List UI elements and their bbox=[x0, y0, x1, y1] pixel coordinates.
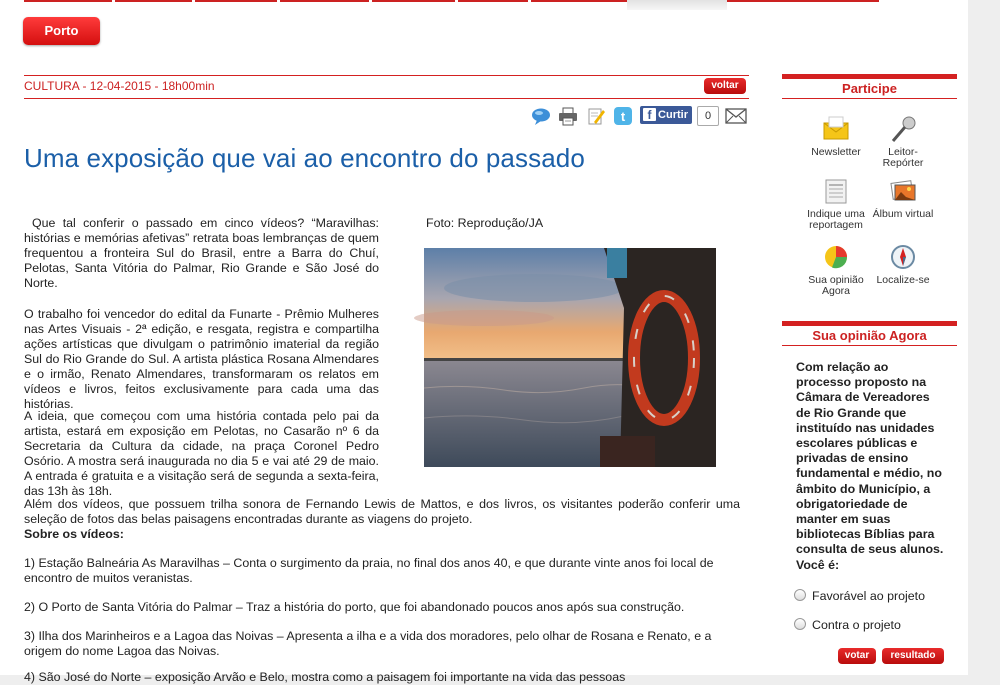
radio-button[interactable] bbox=[794, 589, 806, 601]
sidebar-header-bar bbox=[782, 74, 957, 79]
like-count: 0 bbox=[697, 106, 719, 126]
facebook-icon: f bbox=[643, 108, 656, 121]
photo-caption: Foto: Reprodução/JA bbox=[426, 216, 544, 230]
participe-leitor-reporter[interactable]: Leitor-Repórter bbox=[868, 115, 938, 169]
poll-option-contra[interactable]: Contra o projeto bbox=[794, 618, 901, 632]
video-item: 1) Estação Balneária As Maravilhas – Conta o surgimento da praia, no final dos anos 40, e que durante vinte anos foi local de encontro de muitos veranistas. bbox=[24, 556, 714, 585]
article-paragraph: Além dos vídeos, que possuem trilha sonora de Fernando Lewis de Mattos, e dos livros, os visitantes poderão conferir uma seleção de fotos das belas paisagens encontradas durante as viagens do projeto. bbox=[24, 497, 740, 526]
radio-button[interactable] bbox=[794, 618, 806, 630]
sidebar-divider bbox=[782, 98, 957, 99]
participe-indique[interactable]: Indique uma reportagem bbox=[801, 177, 871, 231]
poll-title: Sua opinião Agora bbox=[812, 328, 927, 343]
result-button[interactable]: resultado bbox=[882, 648, 944, 664]
svg-text:t: t bbox=[620, 109, 626, 124]
video-item: 4) São José do Norte – exposição Arvão e Belo, mostra como a paisagem foi importante na vida das pessoas bbox=[24, 670, 626, 684]
participe-localize[interactable]: Localize-se bbox=[868, 243, 938, 286]
envelope-icon bbox=[822, 115, 850, 143]
article-paragraph: O trabalho foi vencedor do edital da Funarte - Prêmio Mulheres nas Artes Visuais - 2ª edição, e resgata, registra e compartilha ações artísticas que divulgam o patrimônio imaterial da região Sul do Rio Grande do Sul. A artista plástica Rosana Almendares e o irmão, Renato Almendares, transformaram os relatos em vídeos e livros, feitos exclusivamente para cada uma das histórias. bbox=[24, 307, 379, 411]
video-item: 2) O Porto de Santa Vitória do Palmar – Traz a história do porto, que foi abandonado poucos anos após sua construção. bbox=[24, 600, 685, 614]
newspaper-icon bbox=[822, 177, 850, 205]
section-date: CULTURA - 12-04-2015 - 18h00min bbox=[24, 79, 215, 93]
vote-button[interactable]: votar bbox=[838, 648, 876, 664]
top-nav-bar bbox=[24, 0, 879, 2]
twitter-icon[interactable] bbox=[613, 106, 633, 126]
edit-icon[interactable] bbox=[586, 106, 606, 126]
city-button-porto[interactable]: Porto bbox=[23, 17, 100, 45]
nav-divider bbox=[277, 0, 280, 2]
print-icon[interactable] bbox=[558, 106, 578, 126]
nav-divider bbox=[528, 0, 531, 2]
photo-album-icon bbox=[889, 177, 917, 205]
sidebar-header-bar bbox=[782, 321, 957, 326]
participe-newsletter[interactable]: Newsletter bbox=[801, 115, 871, 158]
participe-opiniao[interactable]: Sua opinião Agora bbox=[801, 243, 871, 297]
videos-heading: Sobre os vídeos: bbox=[24, 527, 124, 541]
participe-album[interactable]: Álbum virtual bbox=[868, 177, 938, 220]
compass-icon bbox=[889, 243, 917, 271]
sidebar-divider bbox=[782, 345, 957, 346]
facebook-like-button[interactable]: f Curtir bbox=[640, 106, 692, 124]
back-button[interactable]: voltar bbox=[704, 78, 746, 94]
nav-tab-active[interactable] bbox=[627, 0, 727, 10]
email-icon[interactable] bbox=[725, 106, 747, 126]
video-item: 3) Ilha dos Marinheiros e a Lagoa das Noivas – Apresenta a ilha e a vida dos moradores, pelo olhar de Rosana e Renato, e a origem do nome Lagoa das Noivas. bbox=[24, 629, 712, 658]
article-title: Uma exposição que vai ao encontro do passado bbox=[24, 143, 585, 173]
comment-icon[interactable] bbox=[531, 106, 551, 126]
poll-option-favoravel[interactable]: Favorável ao projeto bbox=[794, 589, 925, 603]
nav-divider bbox=[192, 0, 195, 2]
nav-divider bbox=[112, 0, 115, 2]
nav-divider bbox=[369, 0, 372, 2]
pie-chart-icon bbox=[822, 243, 850, 271]
poll-question: Com relação ao processo proposto na Câmara de Vereadores de Rio Grande que instituído nas unidades escolares públicas e privadas de ensino fundamental e médio, no âmbito do Município, a obrigatoriedade de manter em suas bibliotecas Bíblias para consulta de seus alunos. Você é: bbox=[796, 360, 944, 572]
article-paragraph: Que tal conferir o passado em cinco vídeos? “Maravilhas: histórias e memórias afetivas” retrata boas lembranças de quem frequentou a fronteira Sul do Brasil, entre a Barra do Chuí, Pelotas, Santa Vitória do Palmar, Rio Grande e São José do Norte. bbox=[24, 216, 379, 290]
participe-title: Participe bbox=[842, 81, 897, 96]
nav-divider bbox=[455, 0, 458, 2]
article-photo bbox=[424, 248, 716, 467]
microphone-icon bbox=[889, 115, 917, 143]
article-paragraph: A ideia, que começou com uma história contada pelo pai da artista, estará em exposição em Pelotas, no Casarão nº 6 da Secretaria da Cultura da cidade, na praça Coronel Pedro Osório. A mostra será inaugurada no dia 5 e vai até 29 de maio. A entrada é gratuita e a visitação será de segunda a sexta-feira, das 13h às 18h. bbox=[24, 409, 379, 498]
